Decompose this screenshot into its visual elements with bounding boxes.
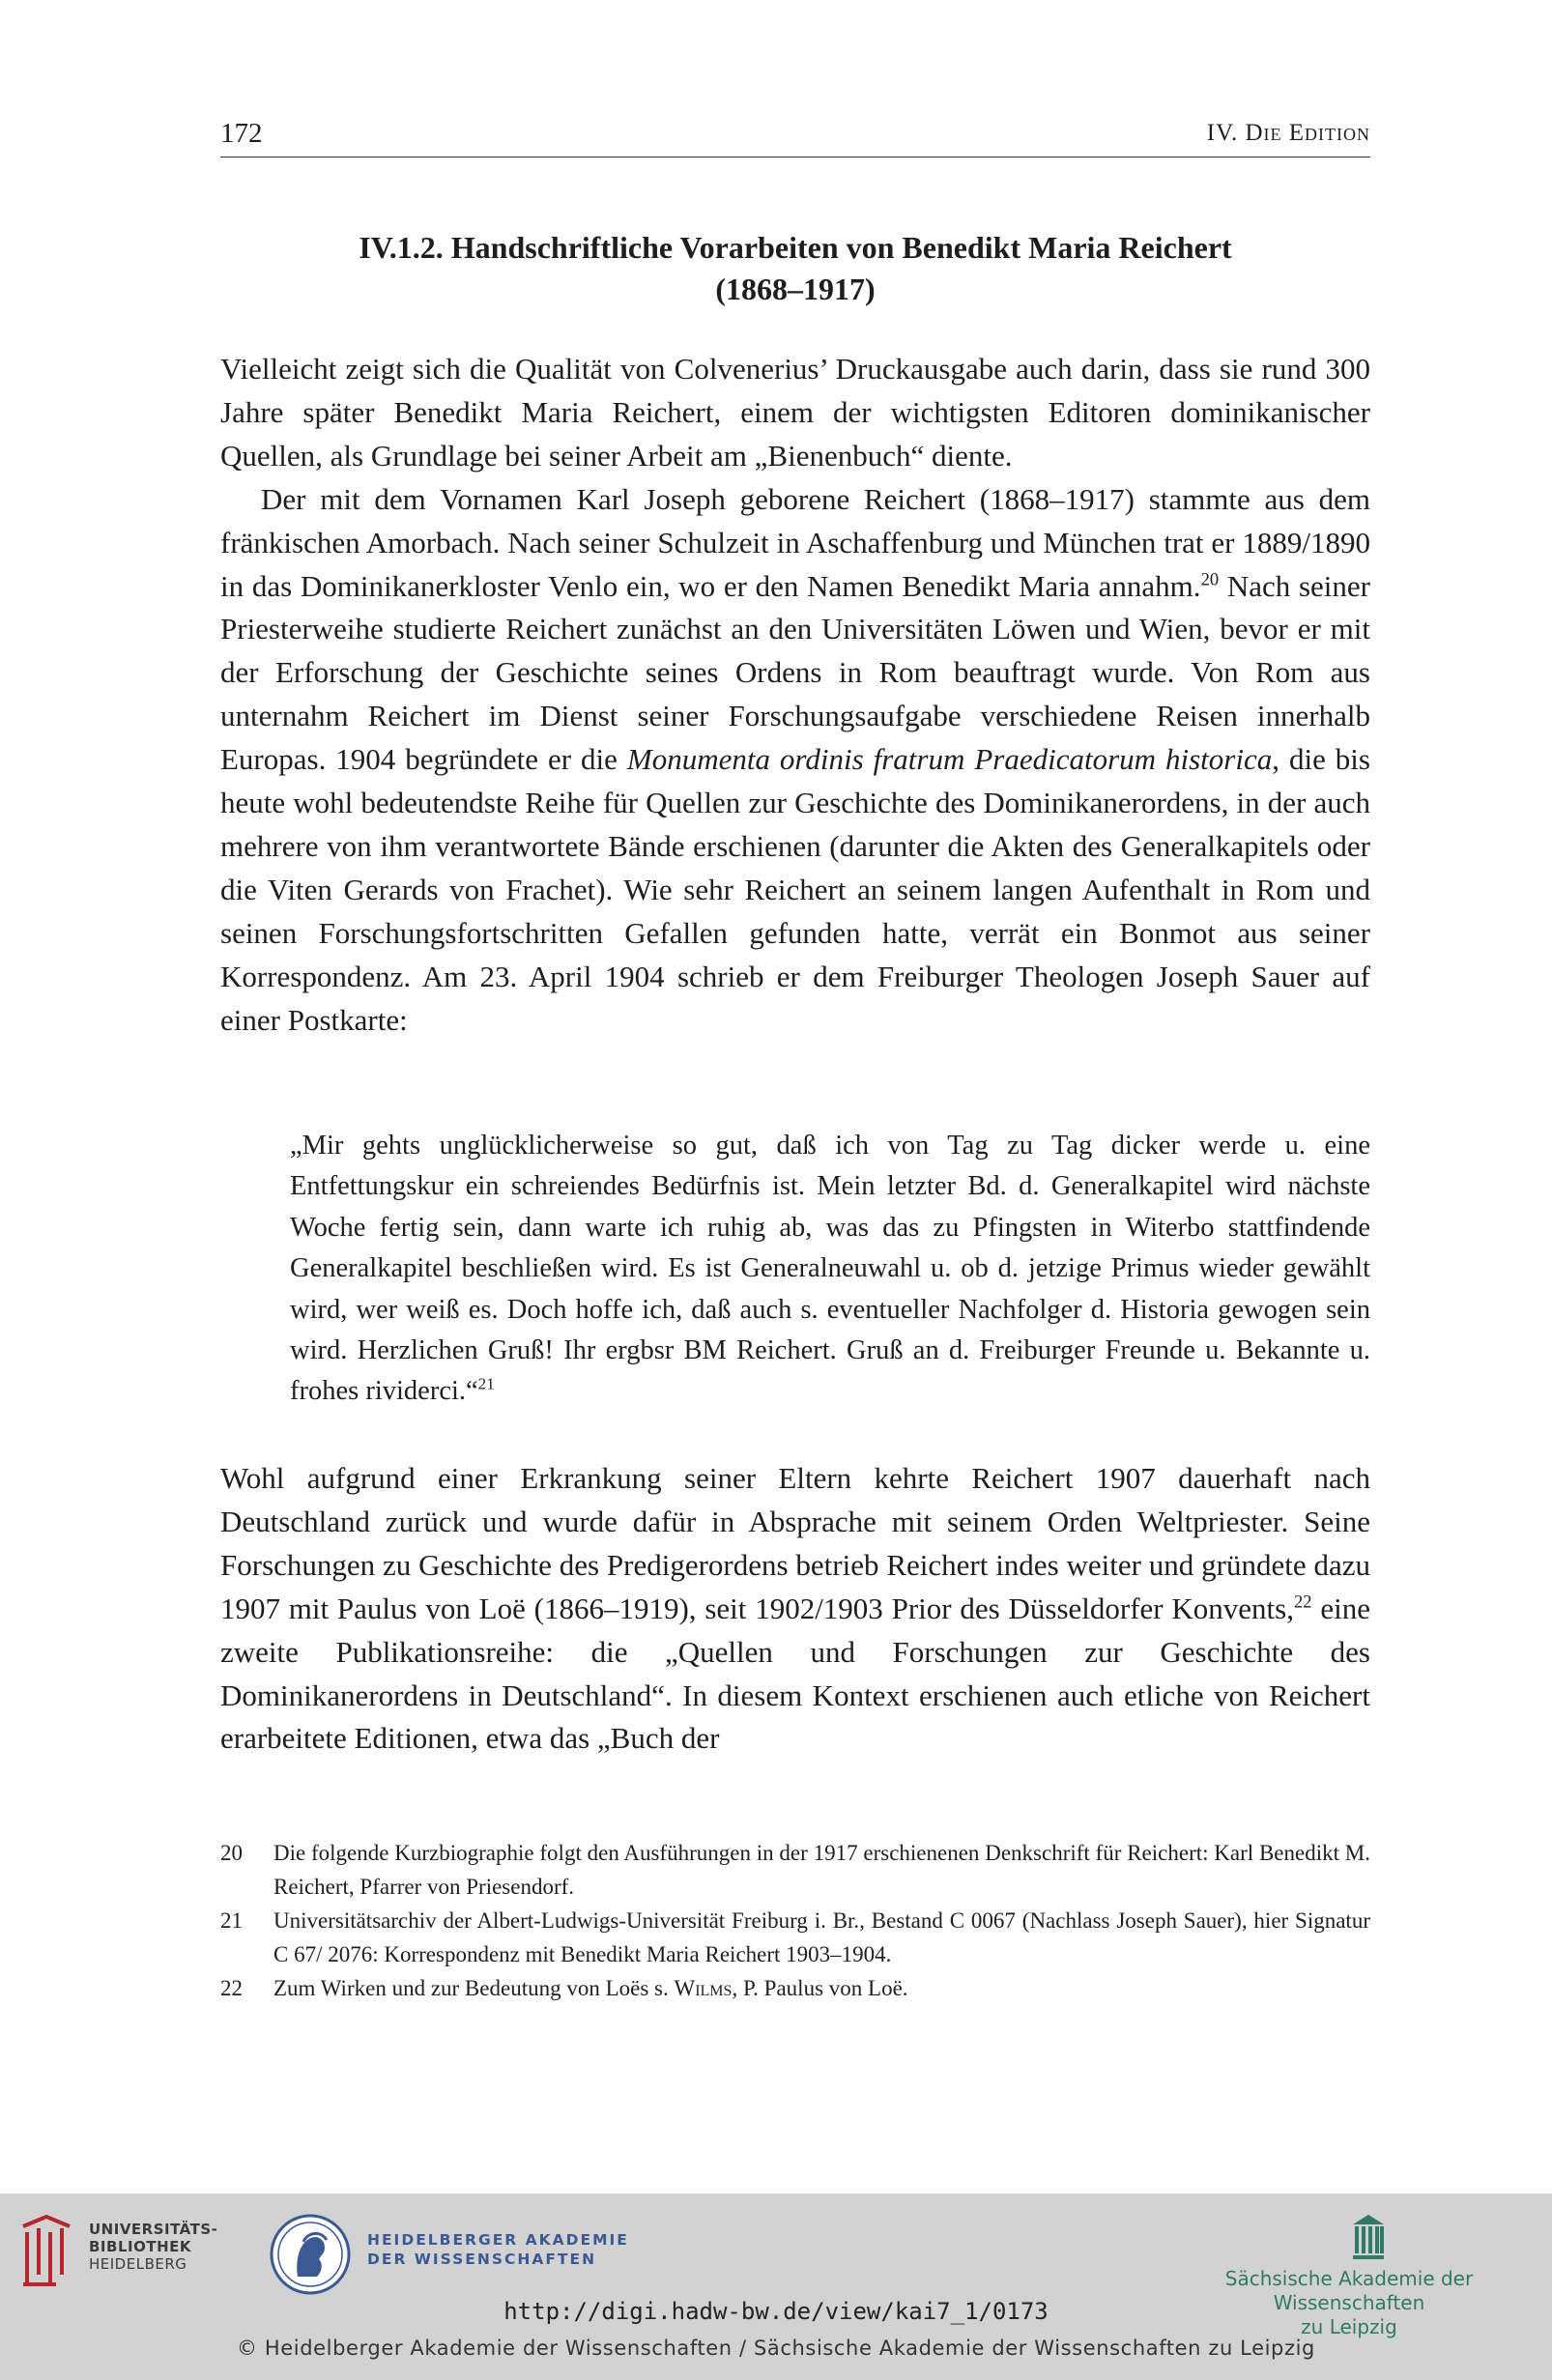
ub-name-line-2: BIBLIOTHEK [89, 2238, 191, 2255]
saw-name-line-2: zu Leipzig [1301, 2315, 1397, 2338]
paragraph-2-text-c: , die bis heute wohl bedeutendste Reihe für Quellen zur Geschichte des Dominikanerordens, in der auch mehrere von ihm verantwortete Bände erschienen (darunter die Akten des Generalkapitels oder die Viten Gerards von Frachet). Wie sehr Reichert an seinem langen Aufenthalt in Rom und seinen Forschungsfortschritten Gefallen gefunden hatte, verrät ein Bonmot aus seiner Korrespondenz. Am 23. April 1904 schrieb er dem Freiburger Theologen Joseph Sauer auf einer Postkarte: [220, 742, 1370, 1037]
ub-heidelberg-name [89, 2221, 217, 2273]
running-header [220, 118, 1370, 158]
ub-name-line-1: UNIVERSITÄTS- [89, 2221, 218, 2238]
footnote-ref-22[interactable]: 22 [1293, 1591, 1312, 1613]
ub-name-line-3: HEIDELBERG [89, 2255, 187, 2273]
footnote-text-b: , P. Paulus von Loë. [732, 1976, 908, 2000]
body-text-main [220, 348, 1370, 1043]
footnote-ref-21[interactable]: 21 [477, 1374, 495, 1393]
footnote-text-a: Zum Wirken und zur Bedeutung von Loës s. [273, 1976, 675, 2000]
footnote-21 [220, 1904, 1370, 1971]
block-quote [290, 1126, 1370, 1413]
running-head: IV. Die Edition [1206, 120, 1370, 146]
section-title-line-1: IV.1.2. Handschriftliche Vorarbeiten von Benedikt Maria Reichert [359, 230, 1232, 265]
paragraph-3-text-a: Wohl aufgrund einer Erkrankung seiner Eltern kehrte Reichert 1907 dauerhaft nach Deutschland zurück und wurde dafür in Absprache mit seinem Orden Weltpriester. Seine Forschungen zu Geschichte des Predigerordens betrieb Reichert indes weiter und gründete dazu 1907 mit Paulus von Loë (1866–1919), seit 1902/1903 Prior des Düsseldorfer Konvents, [220, 1461, 1370, 1625]
hadw-name [367, 2230, 629, 2269]
author-name-wilms: Wilms [674, 1976, 733, 2000]
footnote-22 [220, 1971, 1370, 2005]
body-text-continued [220, 1457, 1370, 1761]
footnote-number: 21 [220, 1908, 243, 1933]
footer-band [0, 2194, 1552, 2380]
copyright-notice: © Heidelberger Akademie der Wissenschaften / Sächsische Akademie der Wissenschaften zu Leipzig [237, 2337, 1315, 2360]
footnotes [220, 1836, 1370, 2005]
footnote-number: 20 [220, 1841, 243, 1865]
permalink-url[interactable]: http://digi.hadw-bw.de/view/kai7_1/0173 [503, 2298, 1049, 2325]
footnote-20 [220, 1836, 1370, 1904]
saw-leipzig-building-icon[interactable] [1351, 2213, 1386, 2261]
paragraph-2-text-a: Der mit dem Vornamen Karl Joseph geborene Reichert (1868–1917) stammte aus dem fränkischen Amorbach. Nach seiner Schulzeit in Aschaffenburg und München trat er 1889/1890 in das Dominikanerkloster Venlo ein, wo er den Namen Benedikt Maria annahm. [220, 481, 1370, 603]
paragraph-3-text-b: eine zweite Publikationsreihe: die „Quellen und Forschungen zur Geschichte des Dominikanerordens in Deutschland“. In diesem Kontext erschienen auch etliche von Reichert erarbeitete Editionen, etwa das „Buch der [220, 1591, 1370, 1756]
footnote-text: Universitätsarchiv der Albert-Ludwigs-Universität Freiburg i. Br., Bestand C 0067 (Nachlass Joseph Sauer), hier Signatur C 67/ 2076: Korrespondenz mit Benedikt Maria Reichert 1903–1904. [273, 1908, 1370, 1966]
saw-name-line-1: Sächsische Akademie der Wissenschaften [1224, 2267, 1474, 2314]
paragraph-1: Vielleicht zeigt sich die Qualität von Colvenerius’ Druckausgabe auch darin, dass sie rund 300 Jahre später Benedikt Maria Reichert, einem der wichtigsten Editoren dominikanischer Quellen, als Grundlage bei seiner Arbeit am „Bienenbuch“ diente. [220, 352, 1370, 473]
ub-heidelberg-logo-icon[interactable] [17, 2213, 75, 2288]
page-number: 172 [220, 118, 263, 149]
paragraph-2 [220, 478, 1370, 1043]
hadw-name-line-1: HEIDELBERGER AKADEMIE [367, 2231, 629, 2249]
footnote-text [273, 1971, 1370, 2005]
hadw-seal-icon[interactable] [269, 2213, 352, 2296]
footnote-text: Die folgende Kurzbiographie folgt den Ausführungen in der 1917 erschienenen Denkschrift für Reichert: Karl Benedikt M. Reichert, Pfarrer von Priesendorf. [273, 1841, 1370, 1899]
paragraph-2-text-b: Nach seiner Priesterweihe studierte Reichert zunächst an den Universitäten Löwen und Wien, bevor er mit der Erforschung der Geschichte seines Ordens in Rom beauftragt wurde. Von Rom aus unternahm Reichert im Dienst seiner Forschungsaufgabe verschiedene Reisen innerhalb Europas. 1904 begründete er die [220, 568, 1370, 777]
section-title [220, 227, 1370, 310]
footnote-number: 22 [220, 1976, 243, 2000]
quote-text: „Mir gehts unglücklicherweise so gut, daß ich von Tag zu Tag dicker werde u. eine Entfettungskur ein schreiendes Bedürfnis ist. Mein letzter Bd. d. Generalkapitel wird nächste Woche fertig sein, dann warte ich ruhig ab, was das zu Pfingsten in Witerbo stattfindende Generalkapitel beschließen wird. Es ist Generalneuwahl u. ob d. jetzige Primus wieder gewählt wird, wer weiß es. Doch hoffe ich, daß auch s. eventueller Nachfolger d. Historia gewogen sein wird. Herzlichen Gruß! Ihr ergbsr BM Reichert. Gruß an d. Freiburger Freunde u. Bekannte u. frohes rividerci.“ [290, 1131, 1370, 1407]
footnote-ref-20[interactable]: 20 [1200, 569, 1220, 590]
series-title-monumenta: Monumenta ordinis fratrum Praedicatorum historica [626, 742, 1273, 777]
paragraph-3 [220, 1457, 1370, 1761]
hadw-name-line-2: DER WISSENSCHAFTEN [367, 2251, 597, 2268]
section-title-line-2: (1868–1917) [715, 272, 876, 306]
